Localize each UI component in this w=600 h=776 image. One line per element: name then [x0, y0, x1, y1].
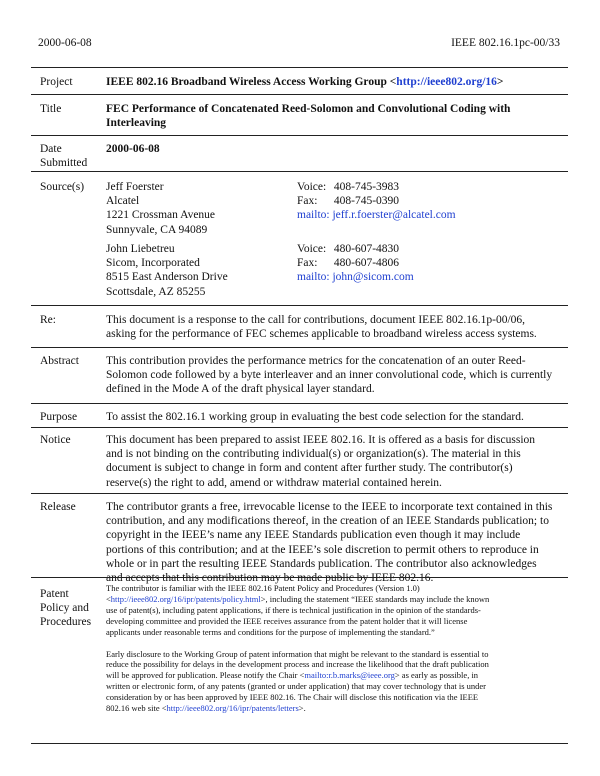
purpose-line: To assist the 802.16.1 working group in evaluating the best code selection for the standard. — [106, 411, 524, 423]
patent-text: >. — [298, 703, 306, 714]
author-contact — [297, 242, 414, 285]
author-org: Sicom, Incorporated — [106, 257, 200, 270]
patent-line — [106, 594, 568, 605]
title-label: Title — [40, 103, 62, 115]
project-text: IEEE 802.16 Broadband Wireless Access Working Group < — [106, 76, 397, 88]
patent-text: >, including the statement “IEEE standards may include the known — [260, 593, 490, 604]
paragraph-gap — [106, 638, 568, 649]
patent-label-line: Procedures — [40, 616, 92, 628]
letters-link[interactable]: http://ieee802.org/16/ipr/patents/letters — [166, 703, 299, 714]
header-date: 2000-06-08 — [38, 37, 92, 49]
mail-line[interactable] — [297, 270, 414, 284]
patent-label — [40, 587, 91, 629]
title-value — [106, 102, 568, 130]
release-label: Release — [40, 501, 76, 513]
voice-number: 408-745-3983 — [333, 181, 400, 193]
author-street: 1221 Crossman Avenue — [106, 209, 216, 222]
fax-label: Fax: — [297, 257, 318, 270]
patent-text: will be approved for publication. Please notify the Chair < — [106, 670, 305, 681]
date-label-line: Date — [40, 143, 62, 155]
abstract-value — [106, 354, 568, 397]
patent-text: 802.16 web site < — [106, 703, 167, 714]
notice-value — [106, 433, 568, 490]
patent-line: developing committee and provided the IEEE receives assurance from the patent holder that it will license — [106, 615, 468, 626]
fax-number: 408-745-0390 — [333, 195, 400, 208]
header-doc-number: IEEE 802.16.1pc-00/33 — [451, 37, 560, 49]
fax-line — [297, 194, 456, 208]
mail-line[interactable] — [297, 208, 456, 222]
project-label: Project — [40, 76, 73, 88]
re-row — [31, 305, 568, 348]
voice-label: Voice: — [297, 181, 327, 193]
patent-value — [106, 583, 568, 714]
re-line: This document is a response to the call for contributions, document IEEE 802.16.1p-00/06, — [106, 314, 526, 326]
mail-label: mailto: — [297, 209, 330, 222]
author-contact — [297, 180, 456, 223]
release-row — [31, 493, 568, 585]
patent-line — [106, 703, 568, 714]
patent-text: < — [106, 593, 111, 604]
abstract-row — [31, 347, 568, 404]
notice-label: Notice — [40, 434, 71, 446]
purpose-row — [31, 403, 568, 428]
patent-row — [31, 577, 568, 744]
date-label-line: Submitted — [40, 157, 88, 169]
fax-label: Fax: — [297, 195, 318, 208]
voice-line — [297, 180, 456, 194]
patent-line: applicants under reasonable terms and conditions for the purpose of implementing the standard.” — [106, 626, 435, 637]
date-submitted-value: 2000-06-08 — [106, 143, 160, 155]
notice-line: and is not binding on the contributing individual(s) or organization(s). The material in this — [106, 448, 521, 461]
notice-row — [31, 427, 568, 494]
release-line: and accepts that this contribution may be made public by IEEE 802.16. — [106, 572, 434, 585]
author-name: Jeff Foerster — [106, 181, 164, 193]
mail-label: mailto: — [297, 271, 330, 284]
date-submitted-row — [31, 135, 568, 172]
patent-line: consideration by or has been approved by IEEE 802.16. The Chair will disclose this notification via the IEEE — [106, 692, 479, 703]
release-line: whole or in part the resulting IEEE Standards publication. The contributor also acknowledges — [106, 557, 537, 570]
project-value — [106, 75, 568, 89]
project-text-end: > — [496, 76, 504, 88]
patent-line: written or electronic form, of any patents (granted or under application) that may cover technology that is under — [106, 681, 487, 692]
notice-line: reserve(s) the right to add, amend or withdraw material contained herein. — [106, 476, 442, 489]
voice-number: 480-607-4830 — [333, 243, 400, 255]
fax-line — [297, 256, 414, 270]
author-street: 8515 East Anderson Drive — [106, 271, 228, 284]
patent-text: > as early as possible, in — [394, 670, 479, 681]
chair-mail-link[interactable]: mailto:r.b.marks@ieee.org — [304, 670, 395, 681]
fax-number: 480-607-4806 — [333, 257, 400, 270]
abstract-line: defined in the Mode A of the draft physical layer standard. — [106, 383, 375, 396]
abstract-label: Abstract — [40, 355, 79, 367]
voice-line — [297, 242, 414, 256]
release-line: The contributor grants a free, irrevocable license to the IEEE to incorporate text contained in this — [106, 501, 553, 513]
author-address — [106, 242, 228, 299]
re-value — [106, 313, 568, 341]
author-name: John Liebetreu — [106, 243, 175, 255]
policy-link[interactable]: http://ieee802.org/16/ipr/patents/policy.html — [110, 593, 261, 604]
re-line: asking for the performance of FEC schemes applicable to broadband wireless access systems. — [106, 328, 537, 341]
author-org: Alcatel — [106, 195, 140, 208]
patent-line — [106, 670, 568, 681]
voice-label: Voice: — [297, 243, 327, 255]
patent-line: The contributor is familiar with the IEEE 802.16 Patent Policy and Procedures (Version 1.0) — [106, 583, 420, 593]
re-label: Re: — [40, 314, 56, 326]
title-row — [31, 94, 568, 136]
patent-label-line: Policy and — [40, 602, 89, 614]
project-row — [31, 67, 568, 95]
mail-address[interactable]: jeff.r.foerster@alcatel.com — [332, 209, 456, 222]
project-link[interactable]: http://ieee802.org/16 — [396, 76, 497, 88]
notice-line: document is subject to change in form and content after further study. The contributor(s) — [106, 462, 513, 475]
abstract-line: This contribution provides the performance metrics for the concatenation of an outer Reed- — [106, 355, 526, 367]
purpose-label: Purpose — [40, 411, 78, 423]
release-line: portions of this contribution; and at the IEEE’s sole discretion to permit others to reproduce in — [106, 543, 539, 556]
sources-row — [31, 171, 568, 306]
release-value — [106, 500, 568, 585]
author-city: Scottsdale, AZ 85255 — [106, 285, 206, 298]
mail-address[interactable]: john@sicom.com — [332, 271, 414, 284]
patent-label-line: Patent — [40, 588, 69, 600]
title-line: FEC Performance of Concatenated Reed-Solomon and Convolutional Coding with — [106, 103, 511, 115]
release-line: contribution, and any modifications thereof, in the creation of an IEEE Standards publication; to — [106, 515, 549, 528]
patent-line: Early disclosure to the Working Group of patent information that might be relevant to the standard is essential to — [106, 648, 489, 659]
author-city: Sunnyvale, CA 94089 — [106, 223, 208, 236]
release-line: copyright in the IEEE’s name any IEEE Standards publication even though it may include — [106, 529, 521, 542]
abstract-line: Solomon code followed by a byte interleaver and an inner convolutional code, which is currently — [106, 369, 553, 382]
date-submitted-label — [40, 142, 87, 170]
notice-line: This document has been prepared to assist IEEE 802.16. It is offered as a basis for discussion — [106, 434, 536, 446]
patent-line: use of patent(s), including patent applications, if there is technical justification in the opinion of the standards- — [106, 604, 481, 615]
patent-line: reduce the possibility for delays in the development process and increase the likelihood that the draft publication — [106, 659, 489, 670]
sources-label: Source(s) — [40, 181, 85, 193]
purpose-value — [106, 410, 568, 424]
author-address — [106, 180, 215, 237]
title-line: Interleaving — [106, 117, 167, 130]
